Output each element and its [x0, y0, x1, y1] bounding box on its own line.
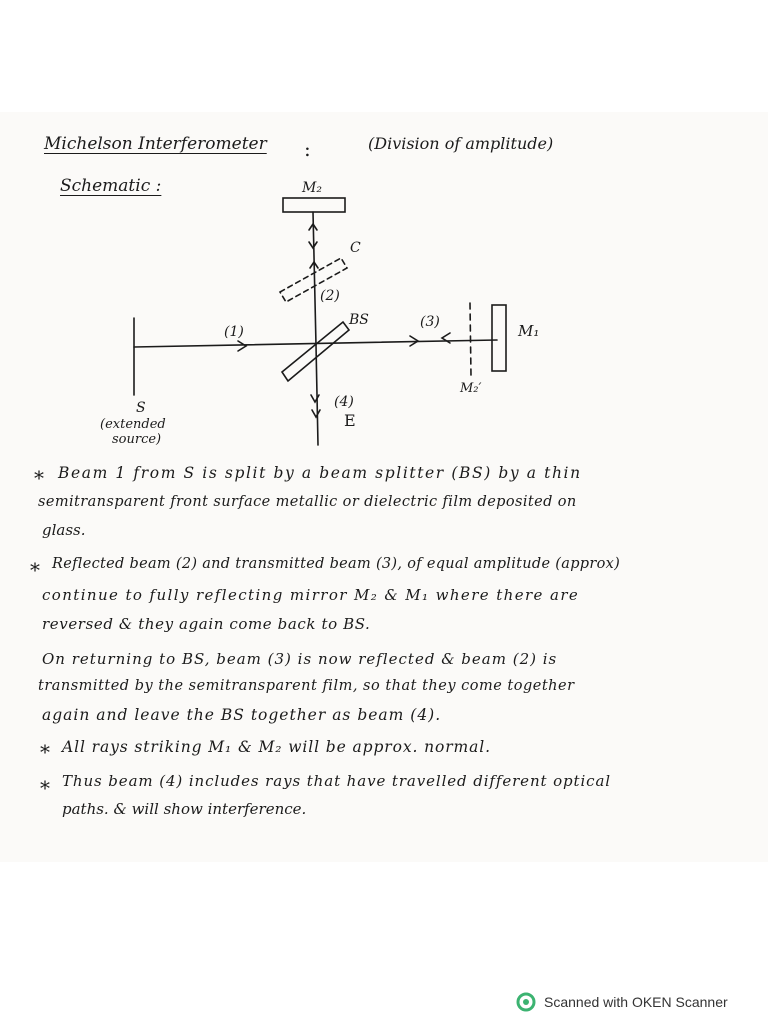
note-line: semitransparent front surface metallic or dielectric film deposited on — [38, 494, 577, 510]
arrow-right-1 — [238, 341, 246, 351]
note-bullet: * — [40, 740, 50, 764]
label-m1: M₁ — [518, 322, 540, 340]
label-bs: BS — [349, 312, 369, 328]
scanner-text: Scanned with OKEN Scanner — [544, 994, 728, 1010]
label-beam4: (4) — [334, 394, 354, 410]
label-source: source) — [112, 432, 162, 447]
label-extended: (extended — [100, 417, 166, 432]
label-beam1: (1) — [224, 324, 244, 340]
beam-vertical-lower — [316, 345, 318, 445]
label-m2: M₂ — [302, 180, 322, 196]
schematic-label: Schematic : — [60, 176, 162, 196]
label-m2-prime: M₂′ — [460, 381, 482, 396]
title-colon: : — [304, 137, 311, 161]
note-line: Beam 1 from S is split by a beam splitter (BS) by a thin — [58, 464, 582, 482]
note-line: paths. & will show interference. — [62, 800, 307, 818]
note-line: On returning to BS, beam (3) is now reflected & beam (2) is — [42, 650, 558, 668]
subtitle: (Division of amplitude) — [368, 134, 554, 153]
mirror-m2 — [283, 198, 345, 212]
label-e: E — [344, 411, 356, 430]
label-s: S — [136, 400, 146, 416]
interferometer-diagram — [0, 0, 768, 460]
label-beam3: (3) — [420, 314, 440, 330]
label-c: C — [350, 240, 361, 256]
note-line: Thus beam (4) includes rays that have travelled different optical — [62, 772, 612, 790]
note-line: Reflected beam (2) and transmitted beam (3), of equal amplitude (approx) — [52, 556, 621, 572]
note-line: transmitted by the semitransparent film, so that they come together — [38, 678, 575, 694]
scanner-watermark — [516, 990, 728, 1014]
note-bullet: * — [30, 558, 40, 582]
note-line: glass. — [42, 521, 86, 539]
note-line: continue to fully reflecting mirror M₂ & M₁ where there are — [42, 586, 580, 604]
mirror-m1 — [492, 305, 506, 371]
label-beam2: (2) — [320, 288, 340, 304]
arrow-down-3 — [312, 410, 320, 417]
note-line: again and leave the BS together as beam (4). — [42, 706, 442, 724]
note-line: All rays striking M₁ & M₂ will be approx. normal. — [62, 738, 491, 756]
virtual-mirror-m2-prime — [470, 303, 471, 376]
beam-vertical-upper — [313, 212, 316, 345]
note-bullet: * — [40, 776, 50, 800]
note-line: reversed & they again come back to BS. — [42, 615, 371, 633]
page-title: Michelson Interferometer — [44, 134, 267, 154]
note-bullet: * — [34, 466, 44, 490]
scanner-logo-icon — [516, 992, 536, 1012]
